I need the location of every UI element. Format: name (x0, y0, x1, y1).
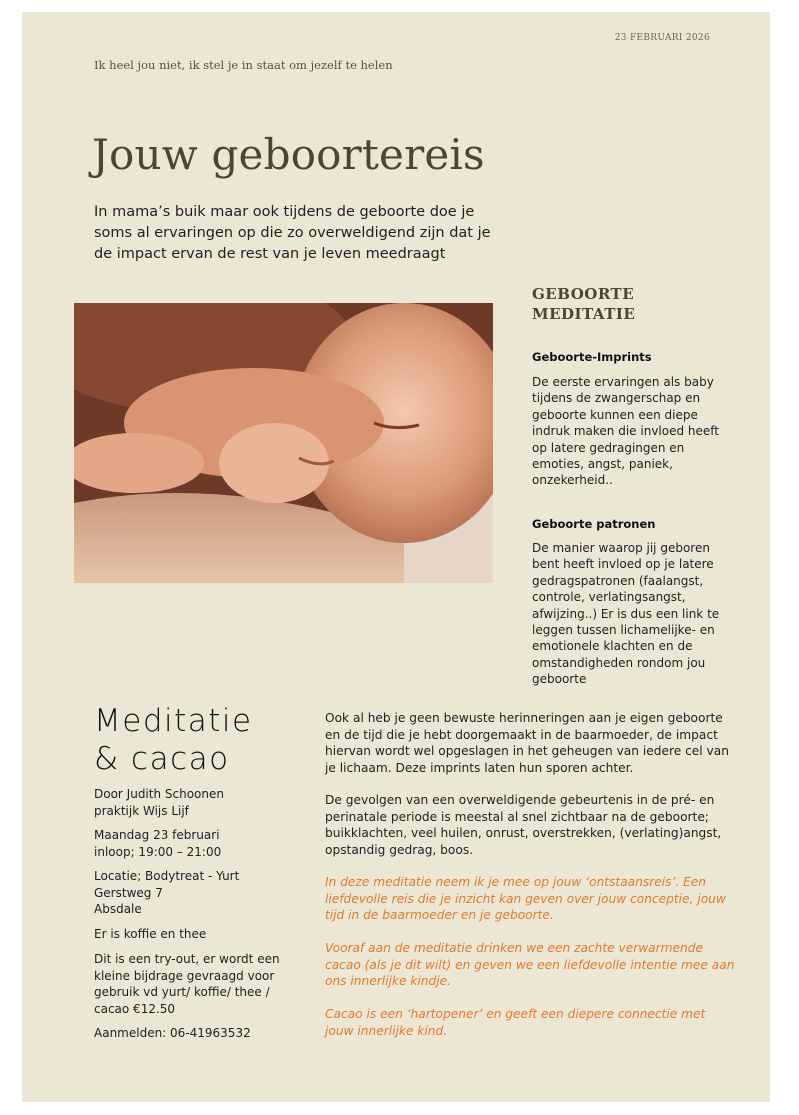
event-location-line1: Locatie; Bodytreat - Yurt (94, 869, 240, 883)
event-datetime (94, 827, 294, 860)
section-text-imprints: De eerste ervaringen als baby tijdens de zwangerschap en geboorte kunnen een diepe indruk maken die invloed heeft op latere gedragingen en emoties, angst, paniek, onzekerheid.. (532, 375, 719, 488)
event-date: Maandag 23 februari (94, 828, 220, 842)
event-tryout: Dit is een try-out, er wordt een kleine bijdrage gevraagd voor gebruik vd yurt/ koffie/ thee / cacao €12.50 (94, 952, 280, 1016)
intro-text: In mama’s buik maar ook tijdens de geboorte doe je soms al ervaringen op die zo overweldigend zijn dat je de impact ervan de rest van je leven meedraagt (94, 204, 491, 262)
event-by: Door Judith Schoonen (94, 787, 224, 801)
tagline: Ik heel jou niet, ik stel je in staat om jezelf te helen (94, 58, 393, 72)
body-paragraph-5: Cacao is een ‘hartopener’ en geeft een diepere connectie met jouw innerlijke kind. (325, 1007, 706, 1038)
event-title-line1: Meditatie (94, 703, 253, 739)
event-title-line2: & cacao (94, 741, 230, 777)
event-location-line2: Gerstweg 7 (94, 885, 163, 900)
sidebar-heading-line1: GEBOORTE (532, 285, 635, 303)
event-time: inloop; 19:00 – 21:00 (94, 844, 222, 859)
event-practice: praktijk Wijs Lijf (94, 803, 189, 818)
newborn-baby-photo (74, 303, 493, 583)
section-title-patterns: Geboorte patronen (532, 517, 656, 531)
event-drinks: Er is koffie en thee (94, 927, 207, 941)
flyer-page (22, 12, 770, 1102)
body-paragraph-1: Ook al heb je geen bewuste herinneringen aan je eigen geboorte en de tijd die je hebt doorgemaakt in de baarmoeder, de impact hiervan wordt wel opgeslagen in het geheugen van iedere cel van je lichaam. Deze imprints laten hun sporen achter. (325, 711, 729, 775)
header-date: 23 FEBRUARI 2026 (614, 33, 710, 43)
event-host (94, 786, 294, 819)
event-location (94, 868, 294, 918)
body-paragraph-2: De gevolgen van een overweldigende gebeurtenis in de pré- en perinatale periode is meestal al snel zichtbaar na de geboorte; buikklachten, veel huilen, onrust, overstrekken, (verlating)angst, opstandig gedrag, boos. (325, 793, 722, 857)
event-title (94, 702, 253, 778)
event-signup: Aanmelden: 06-41963532 (94, 1026, 251, 1040)
section-text-patterns: De manier waarop jij geboren bent heeft invloed op je latere gedragspatronen (faalangst, controle, verlatingsangst, afwijzing..) Er is dus een link te leggen tussen lichamelijke- en emotionele klachten en de omstandigheden rondom jou geboorte (532, 541, 720, 687)
body-paragraph-3: In deze meditatie neem ik je mee op jouw ‘ontstaansreis’. Een liefdevolle reis die je inzicht kan geven over jouw conceptie, jouw tijd in de baarmoeder en je geboorte. (325, 875, 726, 923)
section-title-imprints: Geboorte-Imprints (532, 350, 652, 364)
sidebar-heading-line2: MEDITATIE (532, 305, 636, 323)
sidebar-heading (532, 284, 635, 324)
baby-illustration (74, 303, 493, 583)
body-paragraph-4: Vooraf aan de meditatie drinken we een zachte verwarmende cacao (als je dit wilt) en geven we een liefdevolle intentie mee aan ons innerlijke kindje. (325, 941, 735, 989)
event-location-line3: Absdale (94, 902, 142, 916)
page-title: Jouw geboortereis (92, 130, 485, 179)
